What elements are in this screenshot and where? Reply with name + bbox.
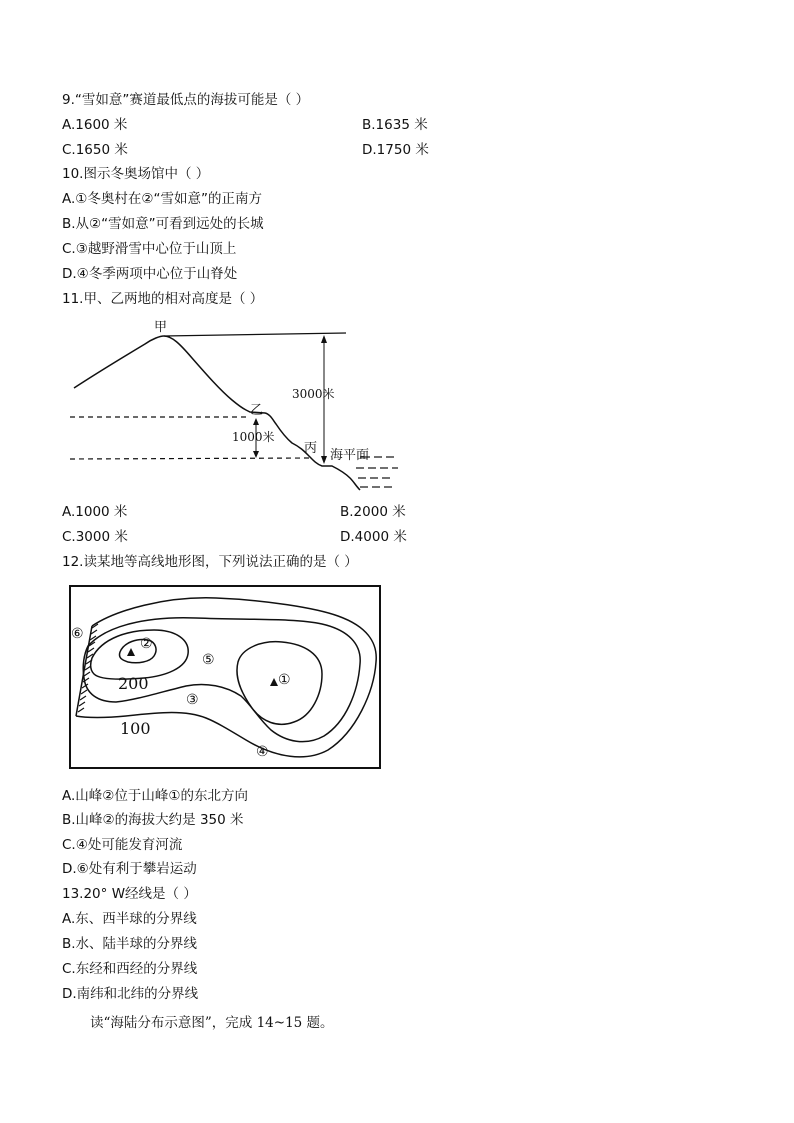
arrow-1000-top-head [253, 418, 259, 425]
label-3000: 3000米 [292, 387, 335, 401]
q11-option-d: D.4000 米 [340, 529, 407, 545]
q12-option-b: B.山峰②的海拔大约是 350 米 [62, 812, 244, 828]
q13-option-c: C.东经和西经的分界线 [62, 961, 198, 977]
q9-stem: 9.“雪如意”赛道最低点的海拔可能是（ ） [62, 92, 310, 108]
q9-option-c: C.1650 米 [62, 142, 128, 158]
q9-option-b: B.1635 米 [362, 117, 428, 133]
q10-stem: 10.图示冬奥场馆中（ ） [62, 166, 210, 182]
arrow-3000-top-head [321, 335, 327, 343]
q10-option-b: B.从②“雪如意”可看到远处的长城 [62, 216, 264, 232]
q10-option-a: A.①冬奥村在②“雪如意”的正南方 [62, 191, 262, 207]
q11-option-c: C.3000 米 [62, 529, 128, 545]
label-peak-1: ① [278, 672, 291, 688]
terrain-profile-line [74, 336, 360, 490]
terrain-profile-figure [60, 316, 410, 496]
label-contour-100: 100 [120, 719, 151, 738]
sea-level-dashed [70, 458, 310, 459]
q13-stem: 13.20° W经线是（ ） [62, 886, 197, 902]
q10-option-d: D.④冬季两项中心位于山脊处 [62, 266, 238, 282]
q10-option-c: C.③越野滑雪中心位于山顶上 [62, 241, 237, 257]
label-point-3: ③ [186, 692, 199, 708]
q12-option-d: D.⑥处有利于攀岩运动 [62, 861, 197, 877]
peak-2-triangle [127, 648, 135, 656]
label-peak-2: ② [140, 636, 153, 652]
arrow-3000-bottom-head [321, 456, 327, 464]
peak-1-triangle [270, 678, 278, 686]
label-point-6: ⑥ [71, 626, 84, 642]
q11-option-b: B.2000 米 [340, 504, 406, 520]
q12-stem: 12.读某地等高线地形图，下列说法正确的是（ ） [62, 554, 358, 570]
arrow-1000-bottom-head [253, 451, 259, 458]
q12-option-c: C.④处可能发育河流 [62, 837, 183, 853]
contour-map-figure [66, 582, 384, 772]
label-jia: 甲 [154, 320, 168, 335]
q13-option-b: B.水、陆半球的分界线 [62, 936, 198, 952]
q13-option-a: A.东、西半球的分界线 [62, 911, 197, 927]
q12-option-a: A.山峰②位于山峰①的东北方向 [62, 788, 248, 804]
peak-reference-line [164, 333, 346, 336]
label-yi: 乙 [250, 403, 264, 418]
q11-option-a: A.1000 米 [62, 504, 128, 520]
label-contour-200: 200 [118, 674, 149, 693]
label-point-4: ④ [256, 744, 269, 760]
q13-option-d: D.南纬和北纬的分界线 [62, 986, 199, 1002]
label-bing: 丙 [304, 441, 318, 456]
q11-stem: 11.甲、乙两地的相对高度是（ ） [62, 291, 264, 307]
label-sea-level: 海平面 [330, 448, 370, 463]
label-1000: 1000米 [232, 430, 275, 444]
label-point-5: ⑤ [202, 652, 215, 668]
instruction-note: 读“海陆分布示意图”，完成 14~15 题。 [90, 1015, 334, 1031]
q9-option-a: A.1600 米 [62, 117, 128, 133]
q9-option-d: D.1750 米 [362, 142, 429, 158]
